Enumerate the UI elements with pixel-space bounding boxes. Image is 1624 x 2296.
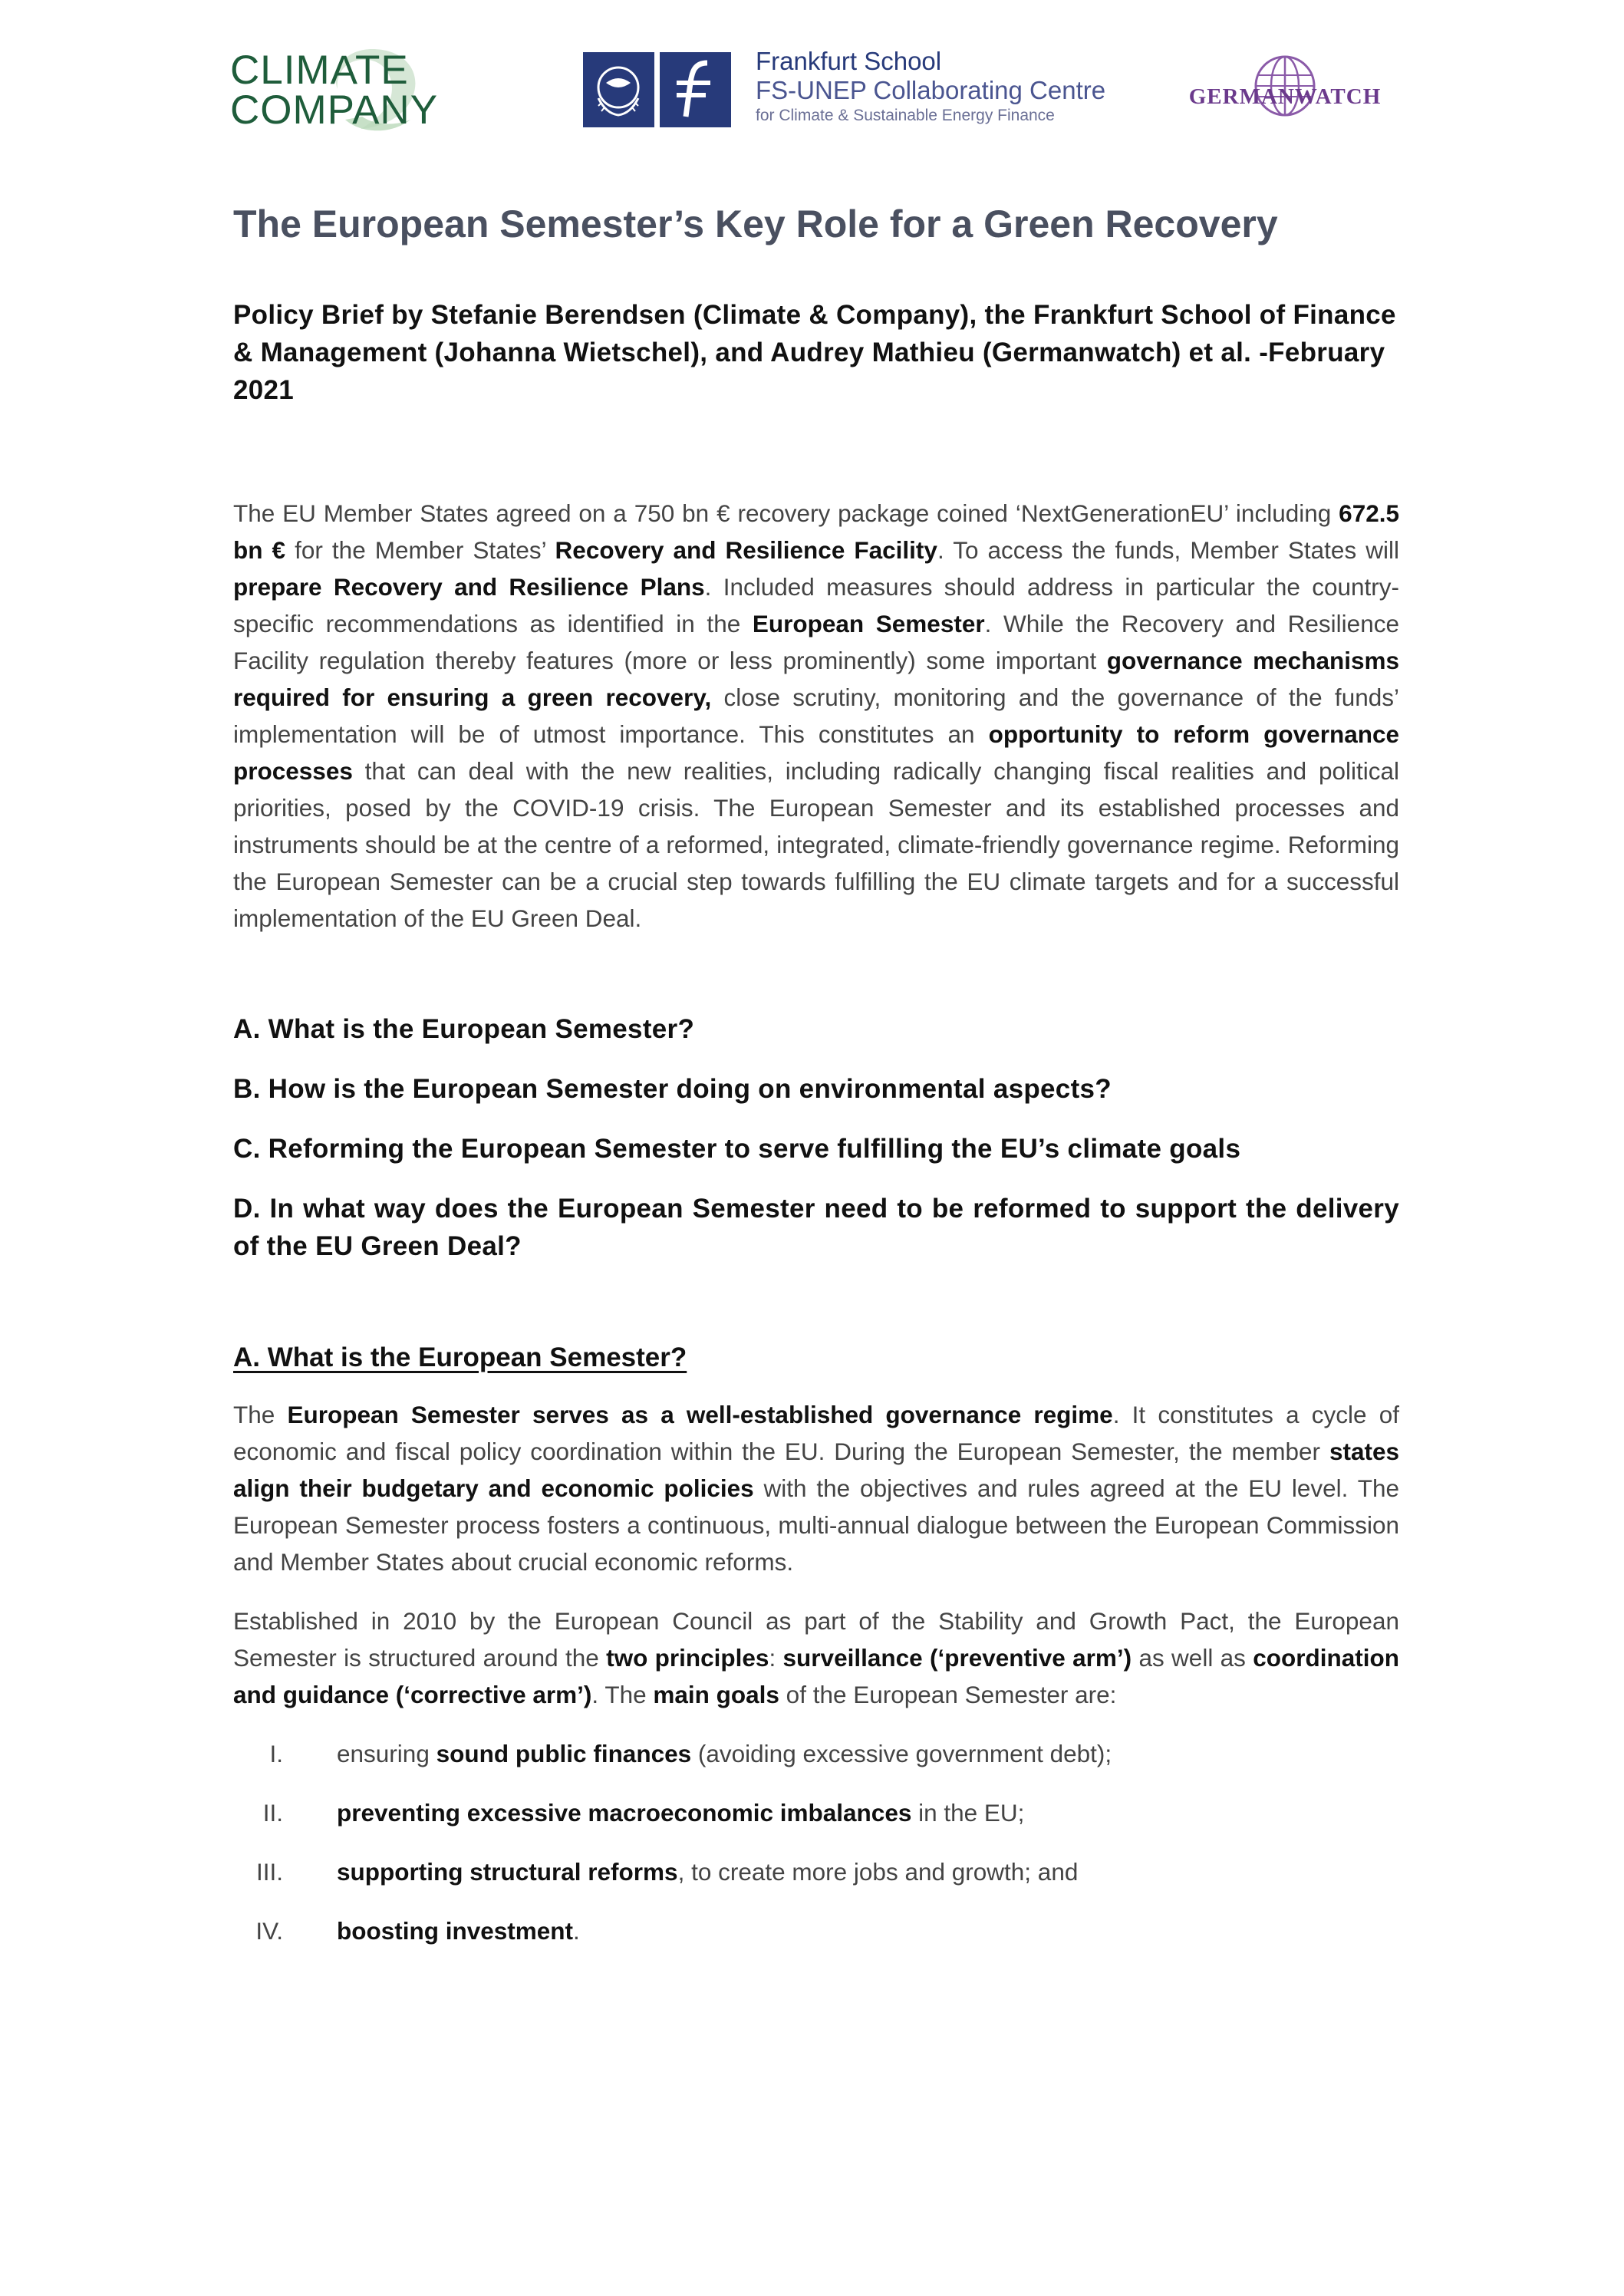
list-item-number: III. (255, 1858, 283, 1886)
toc-item-a: A. What is the European Semester? (233, 1014, 695, 1044)
text-run: , to create more jobs and growth; and (677, 1858, 1079, 1886)
list-item (233, 1794, 1399, 1831)
fs-tagline: for Climate & Sustainable Energy Finance (756, 107, 1055, 124)
toc-item-c: C. Reforming the European Semester to serve fulfilling the EU’s climate goals (233, 1134, 1241, 1164)
fs-name: Frankfurt School (756, 47, 942, 75)
list-item-text (337, 1912, 580, 1949)
list-item-number: II. (262, 1799, 283, 1827)
bold-text-run: two principles (606, 1644, 769, 1672)
text-run: of the European Semester are: (779, 1681, 1117, 1708)
bold-text-run: coordination and guidance (‘corrective arm’) (233, 1644, 1399, 1708)
text-run: (avoiding excessive government debt); (691, 1740, 1112, 1767)
fs-centre: FS-UNEP Collaborating Centre (756, 76, 1106, 104)
list-item (233, 1735, 1399, 1772)
table-of-contents (233, 1010, 1399, 1265)
text-run: as well as (1132, 1644, 1253, 1672)
germanwatch-logo (1185, 54, 1385, 130)
bold-text-run: 672.5 bn € (233, 499, 1399, 564)
bold-text-run: prepare Recovery and Resilience Plans (233, 573, 705, 601)
text-run: that can deal with the new realities, including radically changing fiscal realities and political priorities, posed by the COVID-19 crisis. The European Semester and its established processes and instruments should be at the centre of a reformed, integrated, climate-friendly governance regime. Reforming the European Semester can be a crucial step towards fulfilling the EU climate targets and for a successful implementation of the EU Green Deal. (233, 757, 1399, 932)
section-a-heading: A. What is the European Semester? (233, 1342, 687, 1372)
text-run: in the EU; (911, 1799, 1025, 1827)
unep-emblem-icon (583, 52, 654, 127)
intro-paragraph (233, 495, 1399, 937)
bold-text-run: European Semester (752, 610, 985, 637)
text-run: ensuring (337, 1740, 436, 1767)
list-item-number: I. (269, 1740, 283, 1767)
list-item-text (337, 1853, 1078, 1890)
climate-word: CLIMATE (230, 48, 409, 93)
company-word: COMPANY (230, 87, 439, 133)
text-run: close scrutiny, monitoring and the governance of the funds’ implementation will be of utmost importance. This constitutes an (233, 684, 1399, 748)
bold-text-run: supporting structural reforms (337, 1858, 678, 1886)
list-item-text (337, 1794, 1024, 1831)
bold-text-run: preventing excessive macroeconomic imbalances (337, 1799, 912, 1827)
bold-text-run: governance mechanisms required for ensuring a green recovery, (233, 647, 1400, 711)
document-body (233, 199, 1399, 1972)
logo-bar (0, 0, 1624, 153)
text-run: The (233, 1401, 288, 1428)
text-run: for the Member States’ (285, 536, 555, 564)
bold-text-run: main goals (653, 1681, 779, 1708)
frankfurt-school-logo (583, 47, 1106, 132)
bold-text-run: sound public finances (436, 1740, 692, 1767)
bold-text-run: European Semester serves as a well-established governance regime (287, 1401, 1113, 1428)
frankfurt-school-text (756, 48, 1105, 126)
climate-company-wordmark (230, 48, 439, 133)
toc-item-d: D. In what way does the European Semester need to be reformed to support the delivery of the EU Green Deal? (233, 1194, 1399, 1261)
bold-text-run: Recovery and Resilience Facility (555, 536, 937, 564)
list-item-text (337, 1735, 1112, 1772)
toc-item-b: B. How is the European Semester doing on environmental aspects? (233, 1074, 1112, 1104)
text-run: : (769, 1644, 783, 1672)
main-goals-list (233, 1735, 1399, 1949)
section-a-paragraph-1 (233, 1396, 1399, 1580)
bold-text-run: surveillance (‘preventive arm’) (782, 1644, 1132, 1672)
document-subtitle: Policy Brief by Stefanie Berendsen (Climate & Company), the Frankfurt School of Finance & Management (Johanna Wietschel), and Audrey Mathieu (Germanwatch) et al. -February 2021 (233, 300, 1396, 405)
text-run: . (573, 1917, 580, 1945)
text-run: . To access the funds, Member States will (937, 536, 1399, 564)
bold-text-run: states align their budgetary and economic policies (233, 1438, 1399, 1502)
list-item (233, 1853, 1399, 1890)
text-run: The EU Member States agreed on a 750 bn € recovery package coined ‘NextGenerationEU’ including (233, 499, 1339, 527)
frankfurt-school-emblem-icon (660, 52, 731, 127)
text-run: Established in 2010 by the European Council as part of the Stability and Growth Pact, the European Semester is structured around the (233, 1607, 1399, 1672)
text-run: with the objectives and rules agreed at the EU level. The European Semester process fosters a continuous, multi-annual dialogue between the European Commission and Member States about crucial economic reforms. (233, 1474, 1399, 1576)
text-run: . It constitutes a cycle of economic and fiscal policy coordination within the EU. During the European Semester, the member (233, 1401, 1399, 1465)
bold-text-run: opportunity to reform governance processes (233, 720, 1399, 785)
list-item (233, 1912, 1399, 1949)
text-run: . While the Recovery and Resilience Facility regulation thereby features (more or less prominently) some important (233, 610, 1399, 674)
text-run: . Included measures should address in particular the country-specific recommendations as identified in the (233, 573, 1399, 637)
text-run: . The (591, 1681, 654, 1708)
section-a-paragraph-2 (233, 1603, 1399, 1713)
bold-text-run: boosting investment (337, 1917, 574, 1945)
document-title: The European Semester’s Key Role for a Green Recovery (233, 203, 1278, 245)
list-item-number: IV. (255, 1917, 283, 1945)
climate-company-logo (230, 44, 460, 137)
germanwatch-wordmark: GERMANWATCH (1188, 84, 1382, 109)
